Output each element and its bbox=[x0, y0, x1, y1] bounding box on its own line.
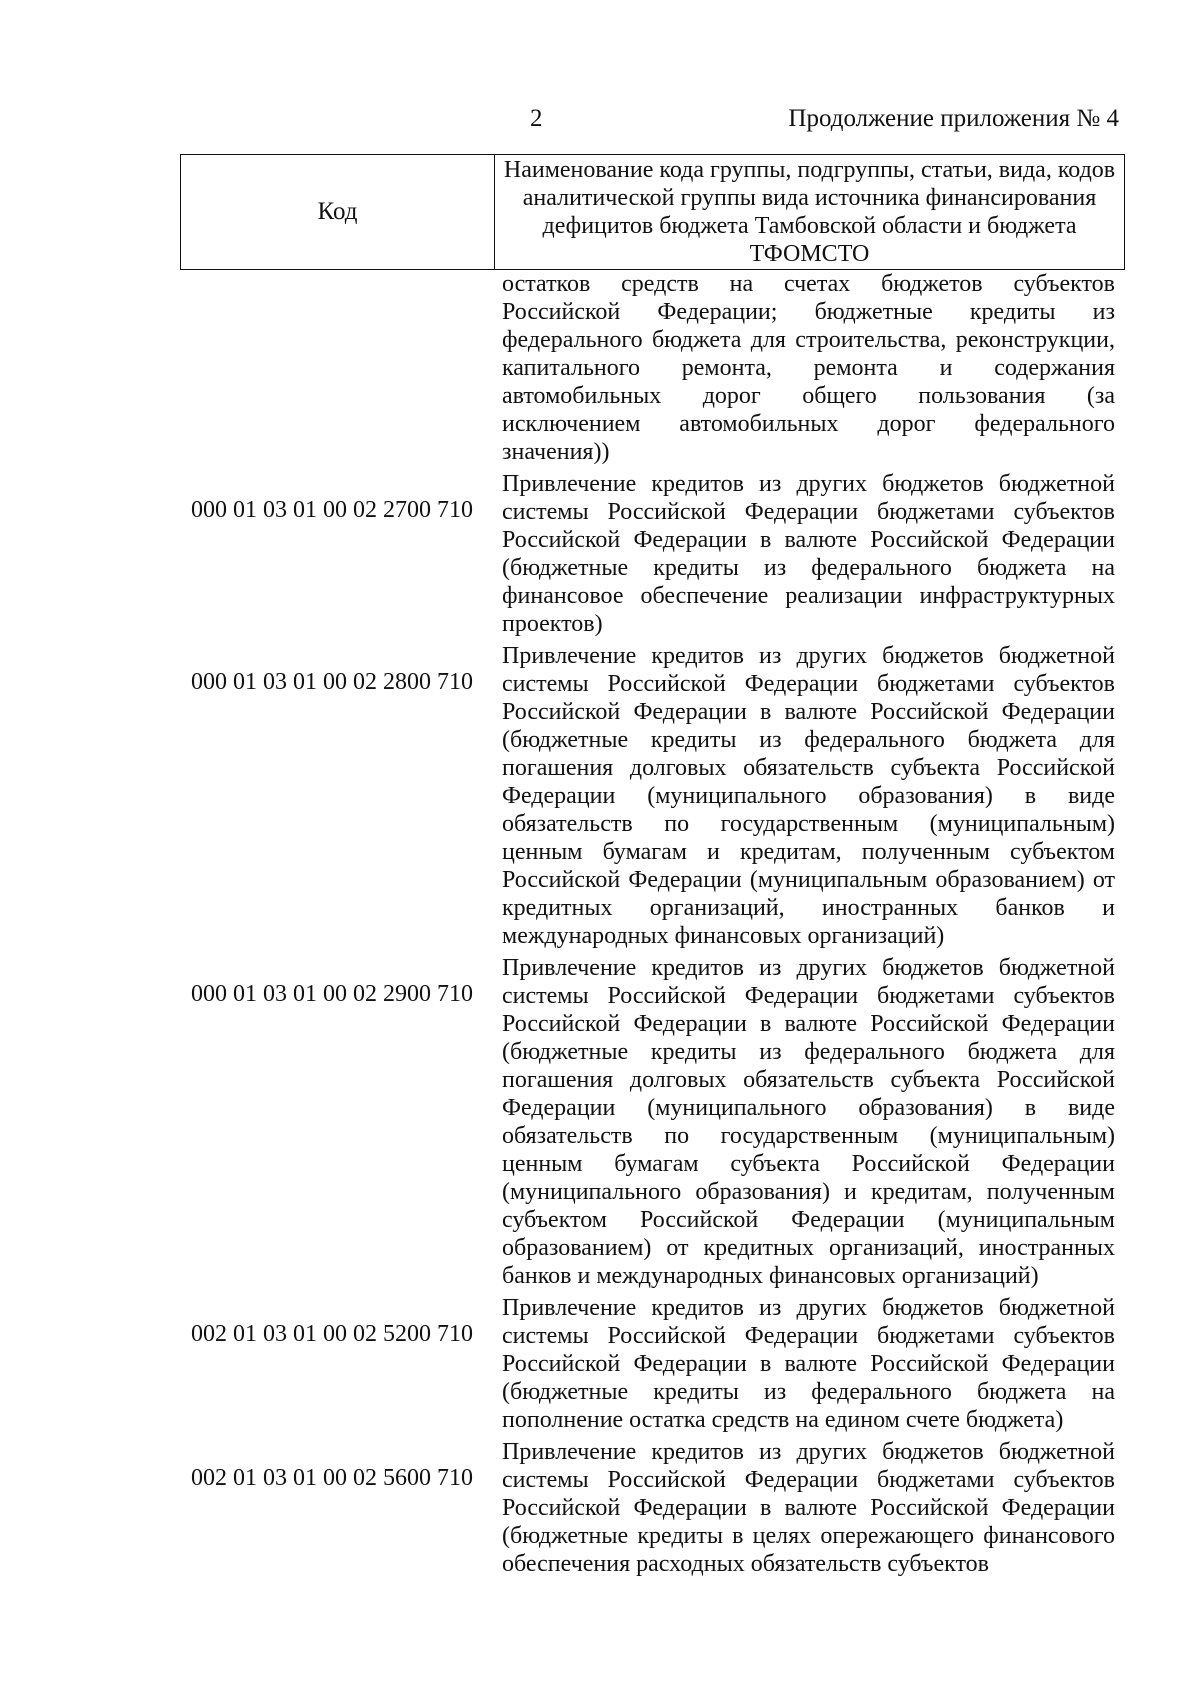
table-row bbox=[180, 954, 1125, 1290]
header-name-cell: Наименование кода группы, подгруппы, статьи, вида, кодов аналитической группы вида источника финансирования дефицитов бюджета Тамбовской области и бюджета ТФОМСТО bbox=[503, 157, 1116, 267]
row-code: 000 01 03 01 00 02 2800 710 bbox=[191, 669, 473, 695]
row-code: 002 01 03 01 00 02 5600 710 bbox=[191, 1465, 473, 1491]
row-code: 000 01 03 01 00 02 2700 710 bbox=[191, 497, 473, 523]
row-text: Привлечение кредитов из других бюджетов бюджетной системы Российской Федерации бюджетами субъектов Российской Федерации в валюте Российской Федерации (бюджетные кредиты из федерального бюджета для погашения долговых обязательств субъекта Российской Федерации (муниципального образования) в виде обязательств по государственным (муниципальным) ценным бумагам и кредитам, полученным субъектом Российской Федерации (муниципальным образованием) от кредитных организаций, иностранных банков и международных финансовых организаций) bbox=[502, 643, 1115, 949]
table-row bbox=[180, 1438, 1125, 1578]
table-body bbox=[180, 270, 1125, 1582]
table-row bbox=[180, 1294, 1125, 1434]
row-text: Привлечение кредитов из других бюджетов бюджетной системы Российской Федерации бюджетами субъектов Российской Федерации в валюте Российской Федерации (бюджетные кредиты из федерального бюджета для погашения долговых обязательств субъекта Российской Федерации (муниципального образования) в виде обязательств по государственным (муниципальным) ценным бумагам субъекта Российской Федерации (муниципального образования) и кредитам, полученным субъектом Российской Федерации (муниципальным образованием) от кредитных организаций, иностранных банков и международных финансовых организаций) bbox=[502, 955, 1115, 1289]
continuation-label: Продолжение приложения № 4 bbox=[788, 105, 1119, 132]
table-header bbox=[180, 154, 1125, 270]
row-text: Привлечение кредитов из других бюджетов бюджетной системы Российской Федерации бюджетами субъектов Российской Федерации в валюте Российской Федерации (бюджетные кредиты в целях опережающего финансового обеспечения расходных обязательств субъектов bbox=[502, 1439, 1115, 1577]
row-code: 000 01 03 01 00 02 2900 710 bbox=[191, 981, 473, 1007]
page-number: 2 bbox=[530, 105, 543, 132]
row-code: 002 01 03 01 00 02 5200 710 bbox=[191, 1321, 473, 1347]
table-row bbox=[180, 642, 1125, 950]
row-text: Привлечение кредитов из других бюджетов бюджетной системы Российской Федерации бюджетами субъектов Российской Федерации в валюте Российской Федерации (бюджетные кредиты из федерального бюджета на финансовое обеспечение реализации инфраструктурных проектов) bbox=[502, 471, 1115, 637]
table-row bbox=[180, 470, 1125, 638]
table-row bbox=[180, 270, 1125, 466]
row-text: остатков средств на счетах бюджетов субъектов Российской Федерации; бюджетные кредиты из федерального бюджета для строительства, реконструкции, капитального ремонта, ремонта и содержания автомобильных дорог общего пользования (за исключением автомобильных дорог федерального значения)) bbox=[502, 271, 1115, 465]
header-code-cell: Код bbox=[181, 155, 495, 269]
row-code bbox=[180, 270, 490, 466]
row-text: Привлечение кредитов из других бюджетов бюджетной системы Российской Федерации бюджетами субъектов Российской Федерации в валюте Российской Федерации (бюджетные кредиты из федерального бюджета на пополнение остатка средств на едином счете бюджета) bbox=[502, 1295, 1115, 1433]
